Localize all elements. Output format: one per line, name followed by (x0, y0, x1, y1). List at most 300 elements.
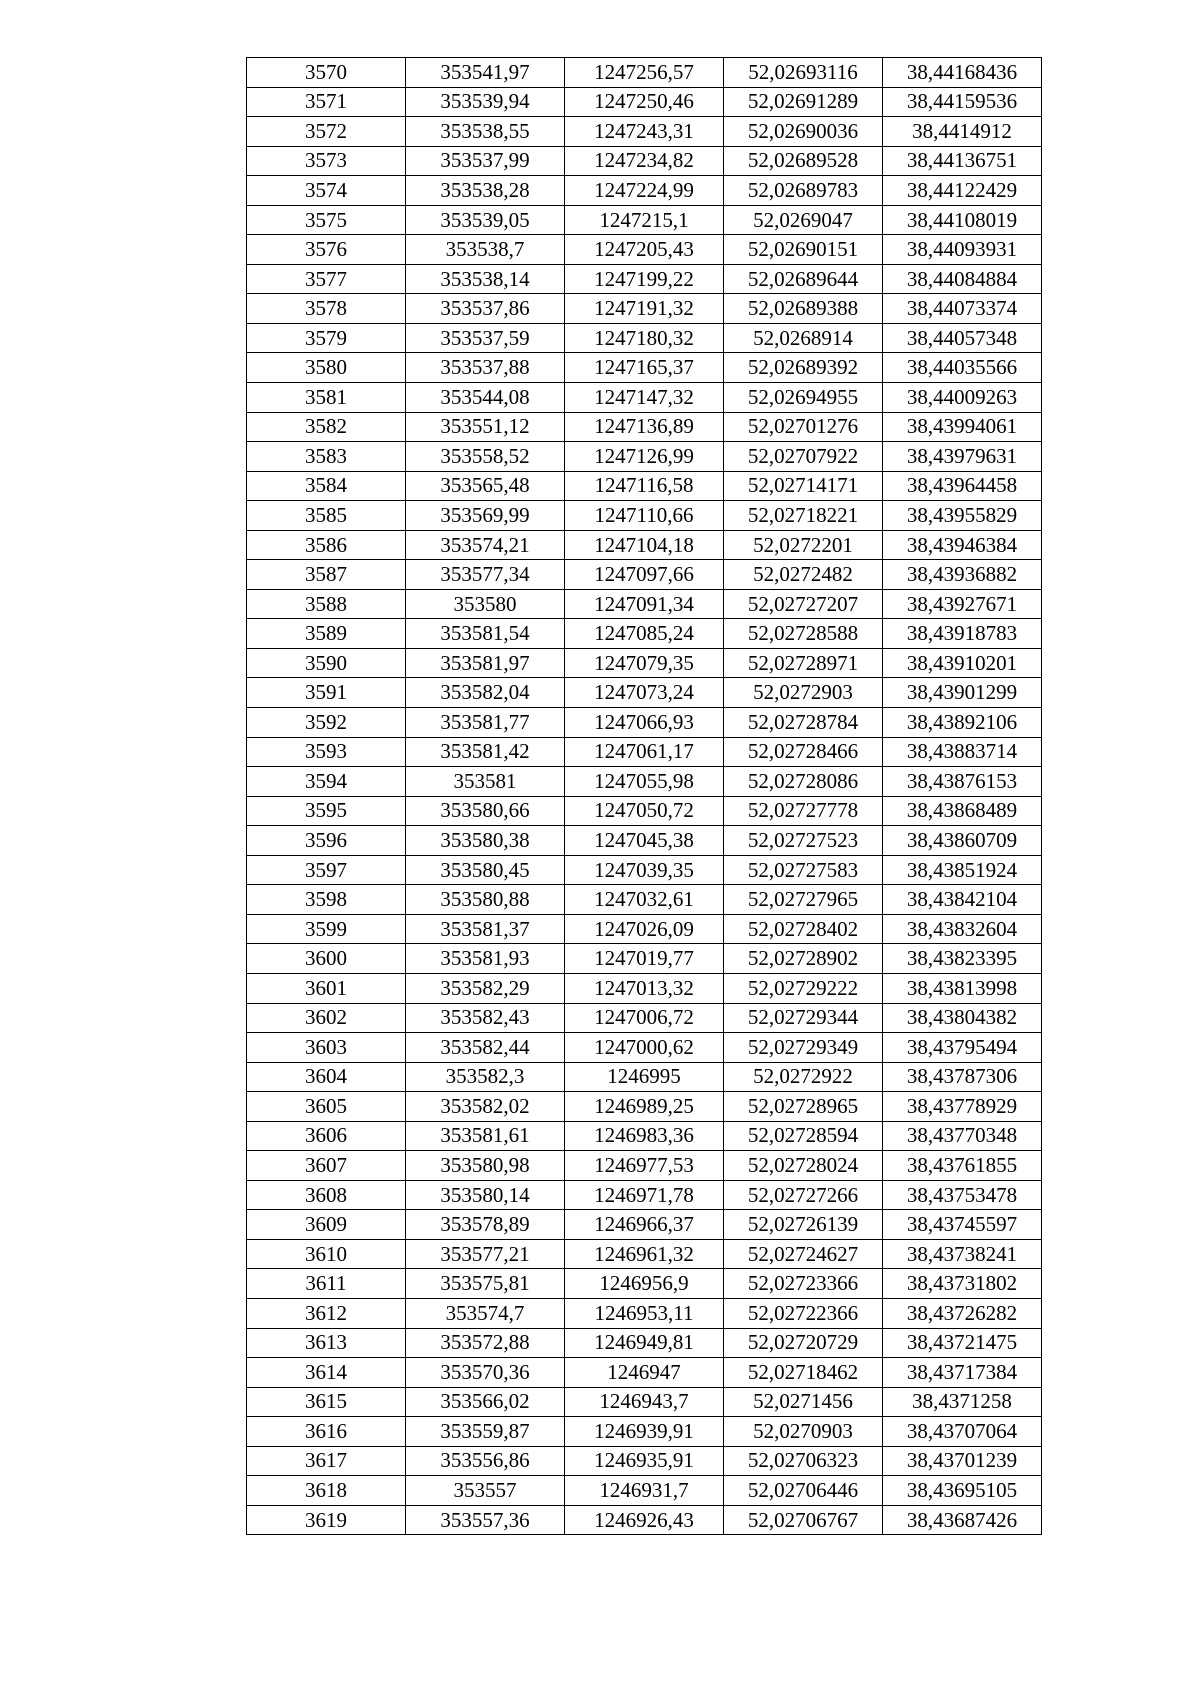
longitude-cell: 38,43946384 (883, 530, 1042, 560)
y-coordinate-cell: 1247039,35 (565, 855, 724, 885)
point-number-cell: 3618 (247, 1476, 406, 1506)
latitude-cell: 52,02728965 (724, 1092, 883, 1122)
x-coordinate-cell: 353539,94 (406, 87, 565, 117)
x-coordinate-cell: 353582,04 (406, 678, 565, 708)
coordinates-table-body (247, 58, 1042, 1535)
y-coordinate-cell: 1247055,98 (565, 767, 724, 797)
table-row (247, 796, 1042, 826)
point-number-cell: 3610 (247, 1239, 406, 1269)
y-coordinate-cell: 1247000,62 (565, 1033, 724, 1063)
table-row (247, 1269, 1042, 1299)
latitude-cell: 52,02728402 (724, 914, 883, 944)
table-row (247, 1121, 1042, 1151)
latitude-cell: 52,02728466 (724, 737, 883, 767)
table-row (247, 855, 1042, 885)
x-coordinate-cell: 353557,36 (406, 1505, 565, 1535)
point-number-cell: 3615 (247, 1387, 406, 1417)
table-row (247, 1476, 1042, 1506)
point-number-cell: 3588 (247, 589, 406, 619)
latitude-cell: 52,02694955 (724, 383, 883, 413)
y-coordinate-cell: 1247205,43 (565, 235, 724, 265)
point-number-cell: 3578 (247, 294, 406, 324)
y-coordinate-cell: 1247250,46 (565, 87, 724, 117)
y-coordinate-cell: 1247147,32 (565, 383, 724, 413)
y-coordinate-cell: 1246935,91 (565, 1446, 724, 1476)
y-coordinate-cell: 1247085,24 (565, 619, 724, 649)
latitude-cell: 52,02728902 (724, 944, 883, 974)
y-coordinate-cell: 1247224,99 (565, 176, 724, 206)
table-row (247, 1151, 1042, 1181)
point-number-cell: 3591 (247, 678, 406, 708)
longitude-cell: 38,43892106 (883, 708, 1042, 738)
x-coordinate-cell: 353574,21 (406, 530, 565, 560)
longitude-cell: 38,44084884 (883, 264, 1042, 294)
x-coordinate-cell: 353582,02 (406, 1092, 565, 1122)
longitude-cell: 38,43823395 (883, 944, 1042, 974)
table-row (247, 1180, 1042, 1210)
latitude-cell: 52,02723366 (724, 1269, 883, 1299)
point-number-cell: 3605 (247, 1092, 406, 1122)
longitude-cell: 38,43927671 (883, 589, 1042, 619)
longitude-cell: 38,44136751 (883, 146, 1042, 176)
point-number-cell: 3597 (247, 855, 406, 885)
latitude-cell: 52,02701276 (724, 412, 883, 442)
table-row (247, 1003, 1042, 1033)
longitude-cell: 38,43707064 (883, 1417, 1042, 1447)
latitude-cell: 52,02727266 (724, 1180, 883, 1210)
y-coordinate-cell: 1246995 (565, 1062, 724, 1092)
x-coordinate-cell: 353557 (406, 1476, 565, 1506)
longitude-cell: 38,43910201 (883, 648, 1042, 678)
table-row (247, 648, 1042, 678)
y-coordinate-cell: 1246961,32 (565, 1239, 724, 1269)
latitude-cell: 52,02722366 (724, 1298, 883, 1328)
latitude-cell: 52,02691289 (724, 87, 883, 117)
table-row (247, 1033, 1042, 1063)
latitude-cell: 52,02720729 (724, 1328, 883, 1358)
table-row (247, 501, 1042, 531)
y-coordinate-cell: 1246971,78 (565, 1180, 724, 1210)
longitude-cell: 38,43842104 (883, 885, 1042, 915)
y-coordinate-cell: 1246983,36 (565, 1121, 724, 1151)
longitude-cell: 38,43745597 (883, 1210, 1042, 1240)
longitude-cell: 38,43994061 (883, 412, 1042, 442)
x-coordinate-cell: 353538,28 (406, 176, 565, 206)
latitude-cell: 52,02728024 (724, 1151, 883, 1181)
longitude-cell: 38,43731802 (883, 1269, 1042, 1299)
table-row (247, 471, 1042, 501)
y-coordinate-cell: 1247097,66 (565, 560, 724, 590)
x-coordinate-cell: 353582,3 (406, 1062, 565, 1092)
point-number-cell: 3602 (247, 1003, 406, 1033)
longitude-cell: 38,43813998 (883, 973, 1042, 1003)
longitude-cell: 38,44159536 (883, 87, 1042, 117)
y-coordinate-cell: 1247136,89 (565, 412, 724, 442)
x-coordinate-cell: 353581,97 (406, 648, 565, 678)
point-number-cell: 3583 (247, 442, 406, 472)
x-coordinate-cell: 353569,99 (406, 501, 565, 531)
table-row (247, 767, 1042, 797)
x-coordinate-cell: 353537,99 (406, 146, 565, 176)
x-coordinate-cell: 353580,88 (406, 885, 565, 915)
y-coordinate-cell: 1246989,25 (565, 1092, 724, 1122)
y-coordinate-cell: 1247091,34 (565, 589, 724, 619)
table-row (247, 235, 1042, 265)
table-row (247, 1358, 1042, 1388)
point-number-cell: 3611 (247, 1269, 406, 1299)
longitude-cell: 38,4371258 (883, 1387, 1042, 1417)
longitude-cell: 38,43901299 (883, 678, 1042, 708)
y-coordinate-cell: 1247104,18 (565, 530, 724, 560)
point-number-cell: 3619 (247, 1505, 406, 1535)
point-number-cell: 3601 (247, 973, 406, 1003)
latitude-cell: 52,0269047 (724, 205, 883, 235)
x-coordinate-cell: 353559,87 (406, 1417, 565, 1447)
table-row (247, 1298, 1042, 1328)
longitude-cell: 38,44073374 (883, 294, 1042, 324)
table-row (247, 1446, 1042, 1476)
latitude-cell: 52,02729349 (724, 1033, 883, 1063)
x-coordinate-cell: 353580,45 (406, 855, 565, 885)
point-number-cell: 3590 (247, 648, 406, 678)
y-coordinate-cell: 1246943,7 (565, 1387, 724, 1417)
x-coordinate-cell: 353556,86 (406, 1446, 565, 1476)
table-row (247, 1210, 1042, 1240)
table-row (247, 973, 1042, 1003)
latitude-cell: 52,02718221 (724, 501, 883, 531)
table-row (247, 87, 1042, 117)
x-coordinate-cell: 353538,55 (406, 117, 565, 147)
table-row (247, 323, 1042, 353)
point-number-cell: 3613 (247, 1328, 406, 1358)
x-coordinate-cell: 353574,7 (406, 1298, 565, 1328)
point-number-cell: 3574 (247, 176, 406, 206)
x-coordinate-cell: 353581,77 (406, 708, 565, 738)
latitude-cell: 52,02707922 (724, 442, 883, 472)
table-row (247, 619, 1042, 649)
y-coordinate-cell: 1247079,35 (565, 648, 724, 678)
point-number-cell: 3608 (247, 1180, 406, 1210)
point-number-cell: 3607 (247, 1151, 406, 1181)
x-coordinate-cell: 353538,7 (406, 235, 565, 265)
y-coordinate-cell: 1247019,77 (565, 944, 724, 974)
table-row (247, 885, 1042, 915)
x-coordinate-cell: 353580,14 (406, 1180, 565, 1210)
x-coordinate-cell: 353570,36 (406, 1358, 565, 1388)
x-coordinate-cell: 353577,34 (406, 560, 565, 590)
y-coordinate-cell: 1246977,53 (565, 1151, 724, 1181)
x-coordinate-cell: 353537,59 (406, 323, 565, 353)
table-row (247, 1062, 1042, 1092)
longitude-cell: 38,44108019 (883, 205, 1042, 235)
x-coordinate-cell: 353580,66 (406, 796, 565, 826)
longitude-cell: 38,43753478 (883, 1180, 1042, 1210)
latitude-cell: 52,02729344 (724, 1003, 883, 1033)
y-coordinate-cell: 1246947 (565, 1358, 724, 1388)
point-number-cell: 3579 (247, 323, 406, 353)
x-coordinate-cell: 353558,52 (406, 442, 565, 472)
latitude-cell: 52,0271456 (724, 1387, 883, 1417)
table-row (247, 1417, 1042, 1447)
longitude-cell: 38,43687426 (883, 1505, 1042, 1535)
point-number-cell: 3570 (247, 58, 406, 88)
longitude-cell: 38,43979631 (883, 442, 1042, 472)
latitude-cell: 52,02690151 (724, 235, 883, 265)
y-coordinate-cell: 1247045,38 (565, 826, 724, 856)
y-coordinate-cell: 1247234,82 (565, 146, 724, 176)
latitude-cell: 52,02729222 (724, 973, 883, 1003)
y-coordinate-cell: 1247116,58 (565, 471, 724, 501)
table-row (247, 1387, 1042, 1417)
longitude-cell: 38,43851924 (883, 855, 1042, 885)
table-row (247, 708, 1042, 738)
table-row (247, 1239, 1042, 1269)
longitude-cell: 38,43936882 (883, 560, 1042, 590)
y-coordinate-cell: 1247073,24 (565, 678, 724, 708)
point-number-cell: 3586 (247, 530, 406, 560)
y-coordinate-cell: 1246931,7 (565, 1476, 724, 1506)
y-coordinate-cell: 1247215,1 (565, 205, 724, 235)
table-row (247, 530, 1042, 560)
latitude-cell: 52,02728594 (724, 1121, 883, 1151)
longitude-cell: 38,43701239 (883, 1446, 1042, 1476)
y-coordinate-cell: 1247165,37 (565, 353, 724, 383)
x-coordinate-cell: 353541,97 (406, 58, 565, 88)
point-number-cell: 3581 (247, 383, 406, 413)
latitude-cell: 52,02706323 (724, 1446, 883, 1476)
x-coordinate-cell: 353581,93 (406, 944, 565, 974)
x-coordinate-cell: 353551,12 (406, 412, 565, 442)
y-coordinate-cell: 1247126,99 (565, 442, 724, 472)
table-row (247, 176, 1042, 206)
y-coordinate-cell: 1247256,57 (565, 58, 724, 88)
longitude-cell: 38,43770348 (883, 1121, 1042, 1151)
point-number-cell: 3595 (247, 796, 406, 826)
y-coordinate-cell: 1246966,37 (565, 1210, 724, 1240)
latitude-cell: 52,02706767 (724, 1505, 883, 1535)
y-coordinate-cell: 1246926,43 (565, 1505, 724, 1535)
longitude-cell: 38,43695105 (883, 1476, 1042, 1506)
y-coordinate-cell: 1247243,31 (565, 117, 724, 147)
point-number-cell: 3593 (247, 737, 406, 767)
longitude-cell: 38,43721475 (883, 1328, 1042, 1358)
table-row (247, 264, 1042, 294)
x-coordinate-cell: 353538,14 (406, 264, 565, 294)
y-coordinate-cell: 1247199,22 (565, 264, 724, 294)
point-number-cell: 3584 (247, 471, 406, 501)
point-number-cell: 3592 (247, 708, 406, 738)
latitude-cell: 52,02727207 (724, 589, 883, 619)
latitude-cell: 52,02724627 (724, 1239, 883, 1269)
latitude-cell: 52,02689644 (724, 264, 883, 294)
x-coordinate-cell: 353566,02 (406, 1387, 565, 1417)
longitude-cell: 38,44057348 (883, 323, 1042, 353)
latitude-cell: 52,02689392 (724, 353, 883, 383)
latitude-cell: 52,02727778 (724, 796, 883, 826)
longitude-cell: 38,44168436 (883, 58, 1042, 88)
x-coordinate-cell: 353537,88 (406, 353, 565, 383)
point-number-cell: 3609 (247, 1210, 406, 1240)
table-row (247, 353, 1042, 383)
point-number-cell: 3585 (247, 501, 406, 531)
y-coordinate-cell: 1247050,72 (565, 796, 724, 826)
longitude-cell: 38,43795494 (883, 1033, 1042, 1063)
latitude-cell: 52,02727583 (724, 855, 883, 885)
y-coordinate-cell: 1246953,11 (565, 1298, 724, 1328)
point-number-cell: 3573 (247, 146, 406, 176)
y-coordinate-cell: 1247066,93 (565, 708, 724, 738)
table-row (247, 294, 1042, 324)
latitude-cell: 52,02693116 (724, 58, 883, 88)
x-coordinate-cell: 353581,37 (406, 914, 565, 944)
latitude-cell: 52,02718462 (724, 1358, 883, 1388)
latitude-cell: 52,02706446 (724, 1476, 883, 1506)
point-number-cell: 3576 (247, 235, 406, 265)
y-coordinate-cell: 1247032,61 (565, 885, 724, 915)
longitude-cell: 38,43868489 (883, 796, 1042, 826)
x-coordinate-cell: 353539,05 (406, 205, 565, 235)
point-number-cell: 3603 (247, 1033, 406, 1063)
x-coordinate-cell: 353544,08 (406, 383, 565, 413)
x-coordinate-cell: 353581 (406, 767, 565, 797)
x-coordinate-cell: 353580 (406, 589, 565, 619)
x-coordinate-cell: 353582,29 (406, 973, 565, 1003)
longitude-cell: 38,4414912 (883, 117, 1042, 147)
x-coordinate-cell: 353581,42 (406, 737, 565, 767)
longitude-cell: 38,43804382 (883, 1003, 1042, 1033)
point-number-cell: 3571 (247, 87, 406, 117)
x-coordinate-cell: 353575,81 (406, 1269, 565, 1299)
table-row (247, 383, 1042, 413)
y-coordinate-cell: 1246939,91 (565, 1417, 724, 1447)
point-number-cell: 3582 (247, 412, 406, 442)
latitude-cell: 52,02728971 (724, 648, 883, 678)
latitude-cell: 52,02690036 (724, 117, 883, 147)
x-coordinate-cell: 353580,98 (406, 1151, 565, 1181)
x-coordinate-cell: 353582,43 (406, 1003, 565, 1033)
latitude-cell: 52,02689783 (724, 176, 883, 206)
table-row (247, 826, 1042, 856)
table-row (247, 1505, 1042, 1535)
point-number-cell: 3589 (247, 619, 406, 649)
table-row (247, 589, 1042, 619)
point-number-cell: 3606 (247, 1121, 406, 1151)
point-number-cell: 3572 (247, 117, 406, 147)
point-number-cell: 3598 (247, 885, 406, 915)
x-coordinate-cell: 353577,21 (406, 1239, 565, 1269)
point-number-cell: 3616 (247, 1417, 406, 1447)
latitude-cell: 52,02728784 (724, 708, 883, 738)
table-row (247, 737, 1042, 767)
longitude-cell: 38,44093931 (883, 235, 1042, 265)
longitude-cell: 38,43860709 (883, 826, 1042, 856)
point-number-cell: 3612 (247, 1298, 406, 1328)
longitude-cell: 38,43778929 (883, 1092, 1042, 1122)
point-number-cell: 3604 (247, 1062, 406, 1092)
table-row (247, 1092, 1042, 1122)
latitude-cell: 52,02728588 (724, 619, 883, 649)
point-number-cell: 3599 (247, 914, 406, 944)
table-row (247, 58, 1042, 88)
point-number-cell: 3594 (247, 767, 406, 797)
longitude-cell: 38,43876153 (883, 767, 1042, 797)
longitude-cell: 38,44122429 (883, 176, 1042, 206)
x-coordinate-cell: 353581,61 (406, 1121, 565, 1151)
table-row (247, 442, 1042, 472)
x-coordinate-cell: 353581,54 (406, 619, 565, 649)
point-number-cell: 3614 (247, 1358, 406, 1388)
latitude-cell: 52,0270903 (724, 1417, 883, 1447)
x-coordinate-cell: 353582,44 (406, 1033, 565, 1063)
longitude-cell: 38,43832604 (883, 914, 1042, 944)
table-row (247, 944, 1042, 974)
longitude-cell: 38,43787306 (883, 1062, 1042, 1092)
longitude-cell: 38,43918783 (883, 619, 1042, 649)
x-coordinate-cell: 353572,88 (406, 1328, 565, 1358)
y-coordinate-cell: 1247110,66 (565, 501, 724, 531)
longitude-cell: 38,44035566 (883, 353, 1042, 383)
point-number-cell: 3617 (247, 1446, 406, 1476)
point-number-cell: 3596 (247, 826, 406, 856)
longitude-cell: 38,43738241 (883, 1239, 1042, 1269)
y-coordinate-cell: 1247026,09 (565, 914, 724, 944)
latitude-cell: 52,02689388 (724, 294, 883, 324)
latitude-cell: 52,0272482 (724, 560, 883, 590)
x-coordinate-cell: 353565,48 (406, 471, 565, 501)
point-number-cell: 3600 (247, 944, 406, 974)
latitude-cell: 52,0268914 (724, 323, 883, 353)
longitude-cell: 38,43761855 (883, 1151, 1042, 1181)
latitude-cell: 52,02714171 (724, 471, 883, 501)
x-coordinate-cell: 353537,86 (406, 294, 565, 324)
latitude-cell: 52,02726139 (724, 1210, 883, 1240)
latitude-cell: 52,0272201 (724, 530, 883, 560)
longitude-cell: 38,43964458 (883, 471, 1042, 501)
point-number-cell: 3580 (247, 353, 406, 383)
x-coordinate-cell: 353580,38 (406, 826, 565, 856)
latitude-cell: 52,0272903 (724, 678, 883, 708)
table-row (247, 560, 1042, 590)
latitude-cell: 52,0272922 (724, 1062, 883, 1092)
longitude-cell: 38,43883714 (883, 737, 1042, 767)
y-coordinate-cell: 1246949,81 (565, 1328, 724, 1358)
longitude-cell: 38,43717384 (883, 1358, 1042, 1388)
point-number-cell: 3577 (247, 264, 406, 294)
table-row (247, 678, 1042, 708)
longitude-cell: 38,43726282 (883, 1298, 1042, 1328)
table-row (247, 914, 1042, 944)
latitude-cell: 52,02728086 (724, 767, 883, 797)
x-coordinate-cell: 353578,89 (406, 1210, 565, 1240)
y-coordinate-cell: 1247180,32 (565, 323, 724, 353)
y-coordinate-cell: 1247013,32 (565, 973, 724, 1003)
y-coordinate-cell: 1246956,9 (565, 1269, 724, 1299)
table-row (247, 146, 1042, 176)
coordinates-table (246, 57, 1042, 1535)
longitude-cell: 38,44009263 (883, 383, 1042, 413)
y-coordinate-cell: 1247006,72 (565, 1003, 724, 1033)
latitude-cell: 52,02689528 (724, 146, 883, 176)
latitude-cell: 52,02727965 (724, 885, 883, 915)
table-row (247, 1328, 1042, 1358)
y-coordinate-cell: 1247061,17 (565, 737, 724, 767)
point-number-cell: 3587 (247, 560, 406, 590)
table-row (247, 117, 1042, 147)
latitude-cell: 52,02727523 (724, 826, 883, 856)
point-number-cell: 3575 (247, 205, 406, 235)
table-row (247, 205, 1042, 235)
y-coordinate-cell: 1247191,32 (565, 294, 724, 324)
